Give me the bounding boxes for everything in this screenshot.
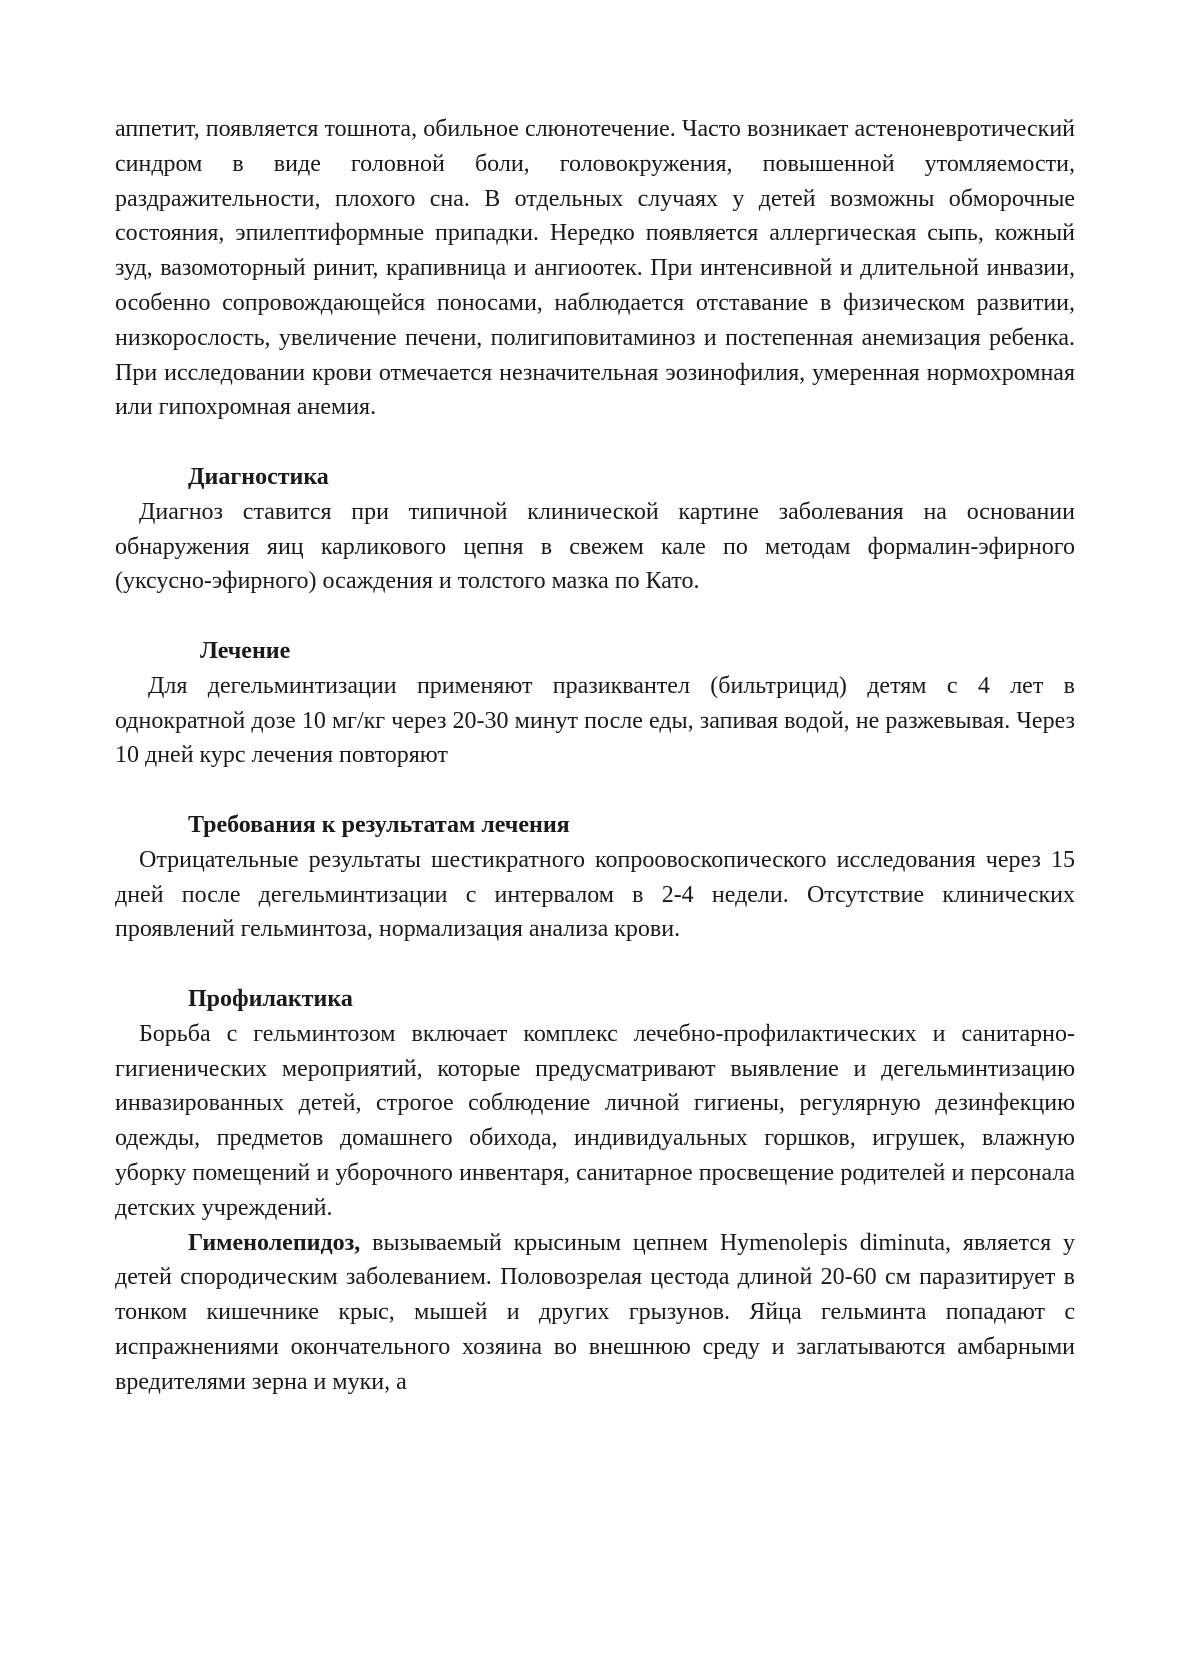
intro-paragraph: аппетит, появляется тошнота, обильное слюнотечение. Часто возникает астеноневротический синдром в виде головной боли, головокружения, повышенной утомляемости, раздражительности, плохого сна. В отдельных случаях у детей возможны обморочные состояния, эпилептиформные припадки. Нередко появляется аллергическая сыпь, кожный зуд, вазомоторный ринит, крапивница и ангиоотек. При интенсивной и длительной инвазии, особенно сопровождающейся поносами, наблюдается отставание в физическом развитии, низкорослость, увеличение печени, полигиповитаминоз и постепенная анемизация ребенка. При исследовании крови отмечается незначительная эозинофилия, умеренная нормохромная или гипохромная анемия. bbox=[115, 116, 1075, 421]
spacer bbox=[115, 773, 1075, 808]
section-heading-prevention: Профилактика bbox=[188, 985, 353, 1012]
spacer bbox=[115, 425, 1075, 460]
final-paragraph-text: вызываемый крысиным цепнем Hymenolepis diminuta, является у детей спородическим заболеванием. Половозрелая цестода длиной 20-60 см паразитирует в тонком кишечнике крыс, мышей и других грызунов. Яйца гельминта попадают с испражнениями окончательного хозяина во внешнюю среду и заглатываются амбарными вредителями зерна и муки, а bbox=[115, 1229, 1075, 1395]
section-heading-diagnostics: Диагностика bbox=[188, 463, 329, 490]
spacer bbox=[115, 599, 1075, 634]
final-paragraph-lead-term: Гименолепидоз, bbox=[188, 1229, 361, 1256]
section-text-diagnostics: Диагноз ставится при типичной клинической картине заболевания на основании обнаружения яиц карликового цепня в свежем кале по методам формалин-эфирного (уксусно-эфирного) осаждения и толстого мазка по Като. bbox=[115, 498, 1075, 595]
section-text-treatment: Для дегельминтизации применяют празиквантел (бильтрицид) детям с 4 лет в однократной дозе 10 мг/кг через 20-30 минут после еды, запивая водой, не разжевывая. Через 10 дней курс лечения повторяют bbox=[115, 672, 1075, 769]
spacer bbox=[115, 947, 1075, 982]
section-text-prevention: Борьба с гельминтозом включает комплекс лечебно-профилактических и санитарно-гигиенических мероприятий, которые предусматривают выявление и дегельминтизацию инвазированных детей, строгое соблюдение личной гигиены, регулярную дезинфекцию одежды, предметов домашнего обихода, индивидуальных горшков, игрушек, влажную уборку помещений и уборочного инвентаря, санитарное просвещение родителей и персонала детских учреждений. bbox=[115, 1020, 1075, 1221]
section-heading-requirements: Требования к результатам лечения bbox=[188, 811, 570, 838]
document-page bbox=[115, 112, 1075, 1399]
final-paragraph bbox=[115, 1226, 1075, 1400]
section-text-requirements: Отрицательные результаты шестикратного копроовоскопического исследования через 15 дней после дегельминтизации с интервалом в 2-4 недели. Отсутствие клинических проявлений гельминтоза, нормализация анализа крови. bbox=[115, 846, 1075, 943]
section-heading-treatment: Лечение bbox=[200, 637, 291, 664]
